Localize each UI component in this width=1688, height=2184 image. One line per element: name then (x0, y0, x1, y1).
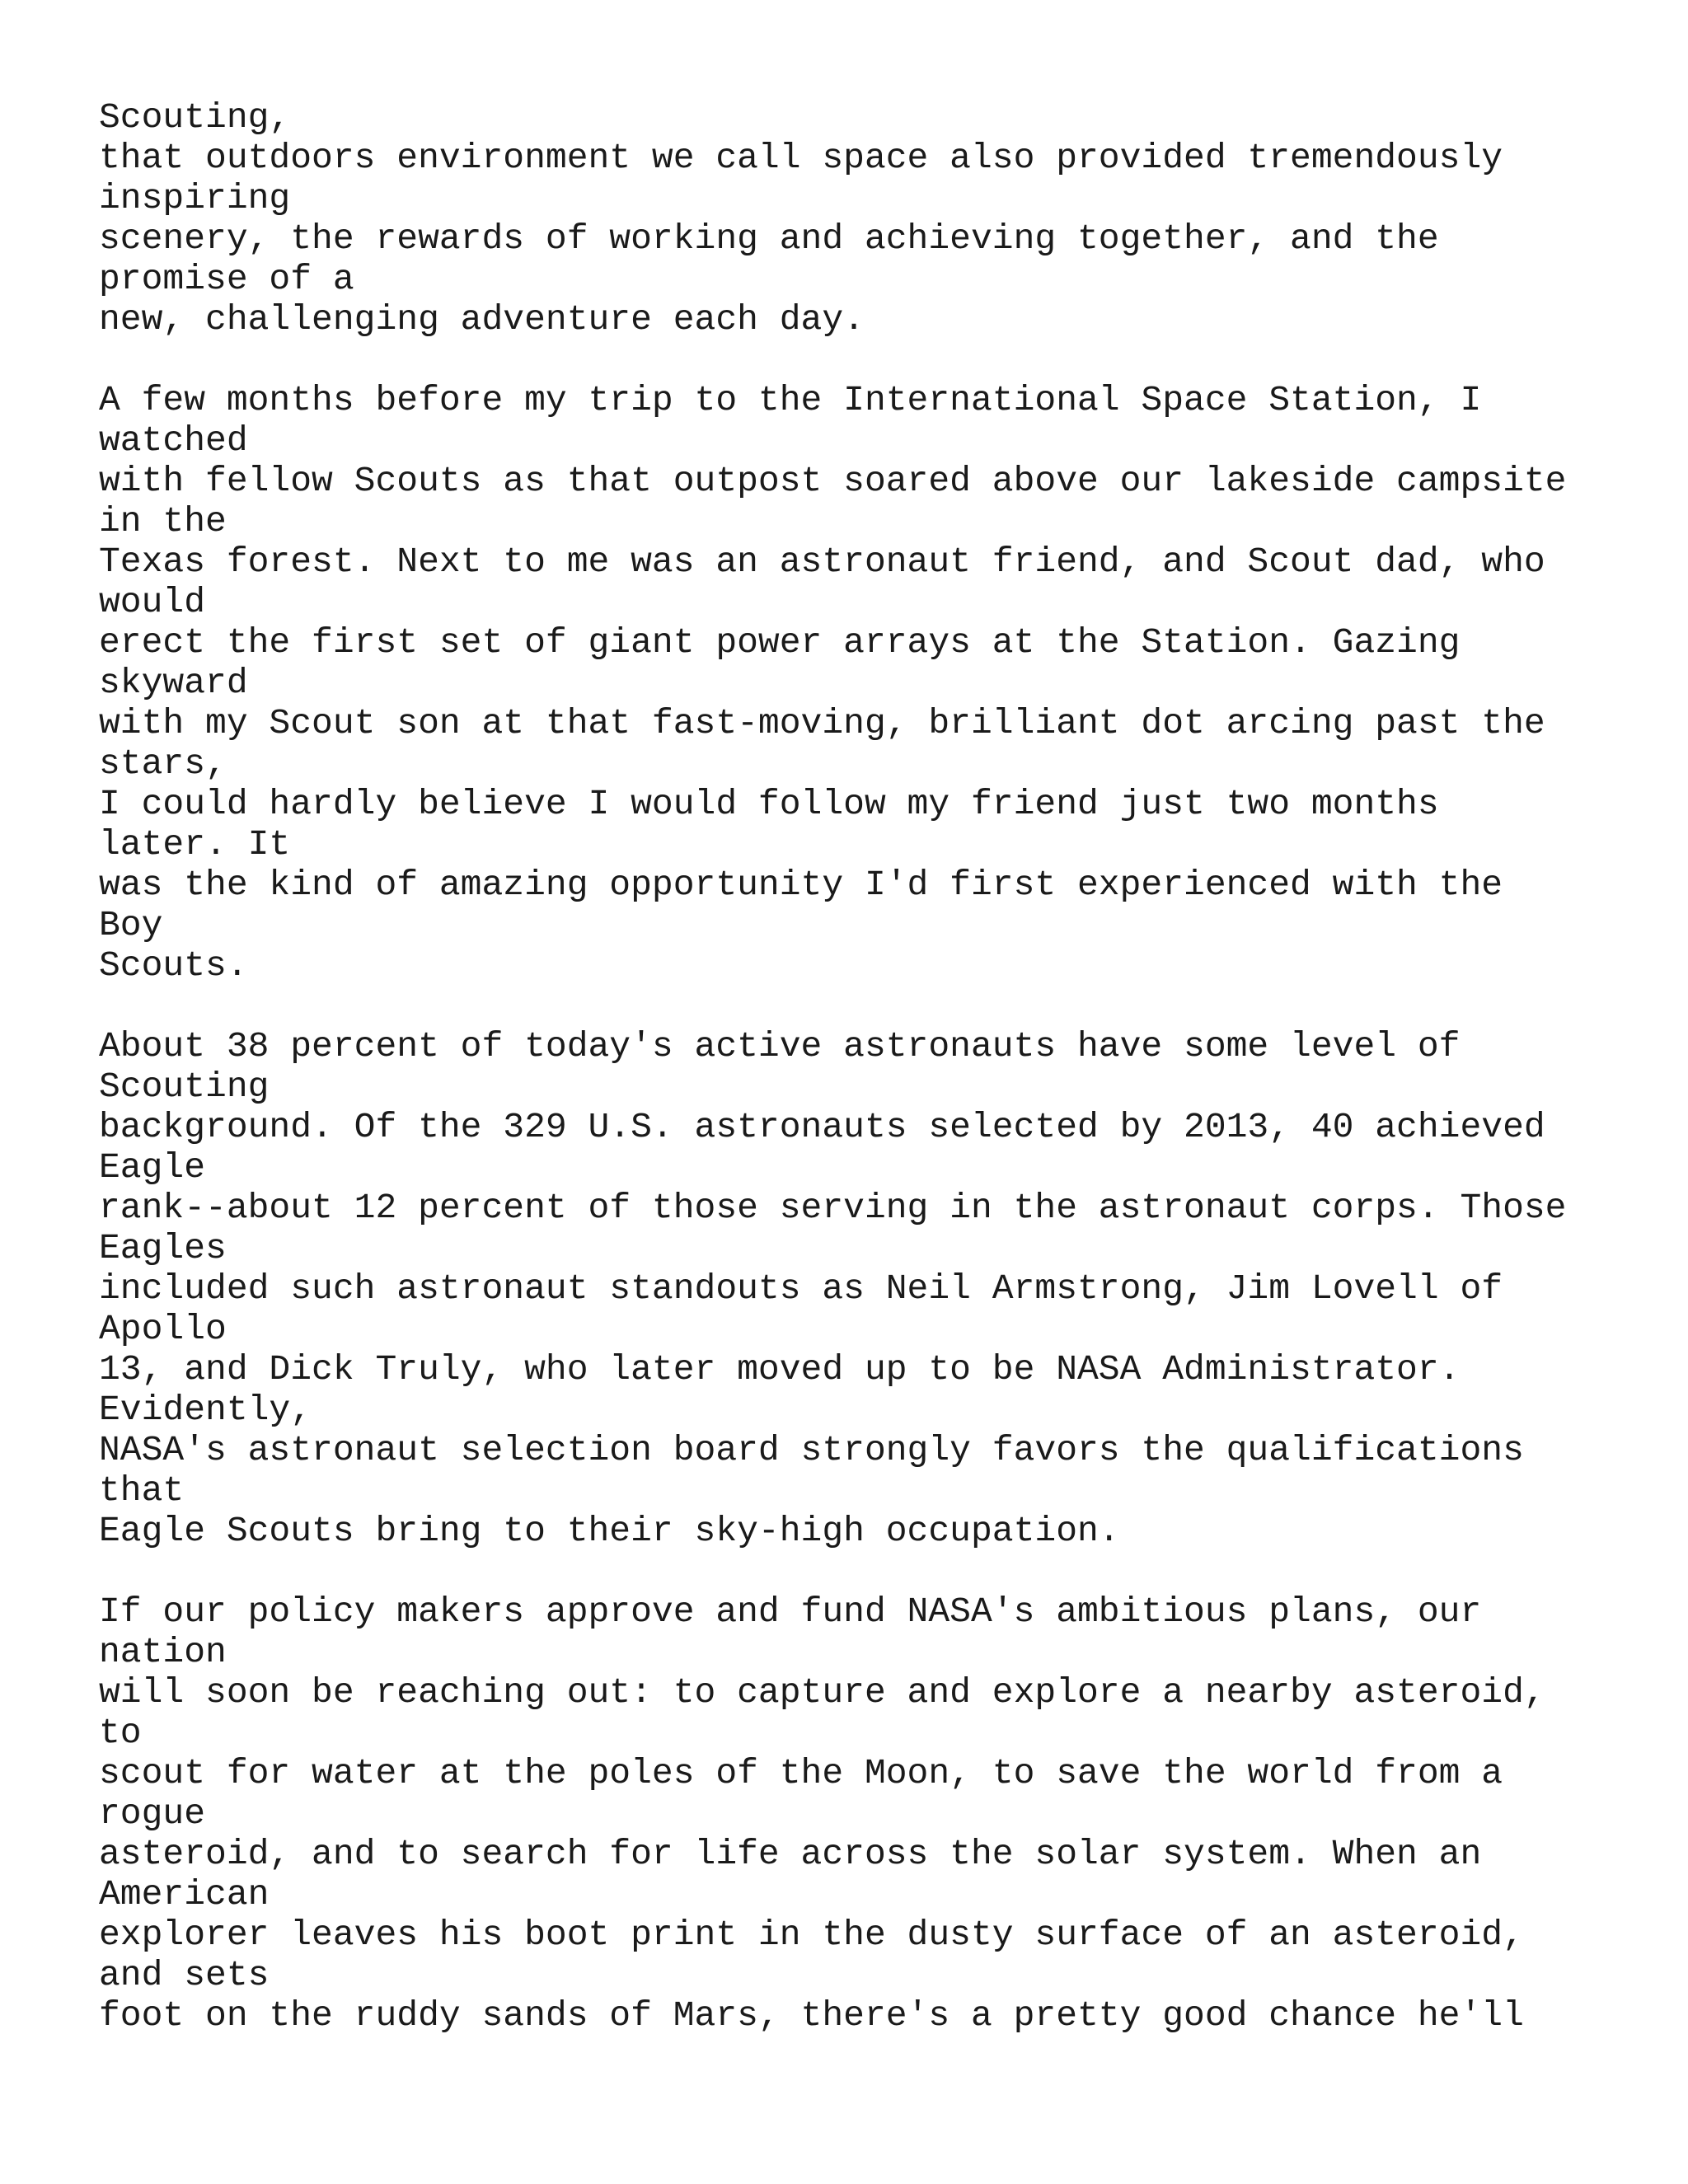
text-line: erect the first set of giant power arrays at the Station. Gazing (99, 622, 1461, 663)
paragraph-gap (99, 340, 1648, 380)
text-line: Scouting (99, 1066, 270, 1107)
text-line: that outdoors environment we call space also provided tremendously (99, 138, 1503, 178)
text-line: and sets (99, 1955, 270, 1995)
text-line: later. It (99, 824, 291, 865)
paragraph-gap (99, 986, 1648, 1026)
text-line: inspiring (99, 178, 291, 218)
text-line: new, challenging adventure each day. (99, 299, 865, 340)
text-line: that (99, 1470, 185, 1511)
text-line: with my Scout son at that fast-moving, brilliant dot arcing past the (99, 703, 1545, 743)
text-line: promise of a (99, 259, 354, 299)
text-line: Eagle (99, 1147, 206, 1188)
text-line: Boy (99, 905, 163, 945)
text-line: American (99, 1874, 270, 1915)
text-line: explorer leaves his boot print in the dusty surface of an asteroid, (99, 1915, 1524, 1955)
text-line: rogue (99, 1793, 206, 1834)
text-line: Texas forest. Next to me was an astronaut friend, and Scout dad, who (99, 541, 1545, 582)
text-line: foot on the ruddy sands of Mars, there's a pretty good chance he'll (99, 1995, 1524, 2036)
text-line: included such astronaut standouts as Neil Armstrong, Jim Lovell of (99, 1268, 1503, 1309)
text-line: would (99, 582, 206, 622)
text-line: rank--about 12 percent of those serving in the astronaut corps. Those (99, 1188, 1567, 1228)
text-line: with fellow Scouts as that outpost soared above our lakeside campsite (99, 461, 1567, 501)
text-line: A few months before my trip to the International Space Station, I (99, 380, 1482, 420)
text-line: scout for water at the poles of the Moon, to save the world from a (99, 1753, 1503, 1793)
text-line: About 38 percent of today's active astronauts have some level of (99, 1026, 1461, 1066)
text-line: stars, (99, 743, 227, 784)
text-line: If our policy makers approve and fund NASA's ambitious plans, our (99, 1591, 1482, 1632)
text-line: scenery, the rewards of working and achieving together, and the (99, 218, 1439, 259)
text-line: to (99, 1713, 142, 1753)
text-line: skyward (99, 663, 248, 703)
text-line: Evidently, (99, 1390, 312, 1430)
text-line: will soon be reaching out: to capture and explore a nearby asteroid, (99, 1672, 1545, 1713)
document-body (99, 97, 1648, 2036)
text-line: Eagles (99, 1228, 227, 1268)
text-line: Apollo (99, 1309, 227, 1349)
text-line: background. Of the 329 U.S. astronauts selected by 2013, 40 achieved (99, 1107, 1545, 1147)
text-line: nation (99, 1632, 227, 1672)
text-line: NASA's astronaut selection board strongly favors the qualifications (99, 1430, 1524, 1470)
text-line: Eagle Scouts bring to their sky-high occupation. (99, 1511, 1120, 1551)
text-line: was the kind of amazing opportunity I'd first experienced with the (99, 865, 1503, 905)
text-line: watched (99, 420, 248, 461)
text-line: I could hardly believe I would follow my friend just two months (99, 784, 1439, 824)
text-line: in the (99, 501, 227, 541)
text-line: Scouting, (99, 97, 291, 138)
text-line: asteroid, and to search for life across the solar system. When an (99, 1834, 1482, 1874)
text-line: 13, and Dick Truly, who later moved up to be NASA Administrator. (99, 1349, 1461, 1390)
text-line: Scouts. (99, 945, 248, 986)
paragraph-gap (99, 1551, 1648, 1591)
